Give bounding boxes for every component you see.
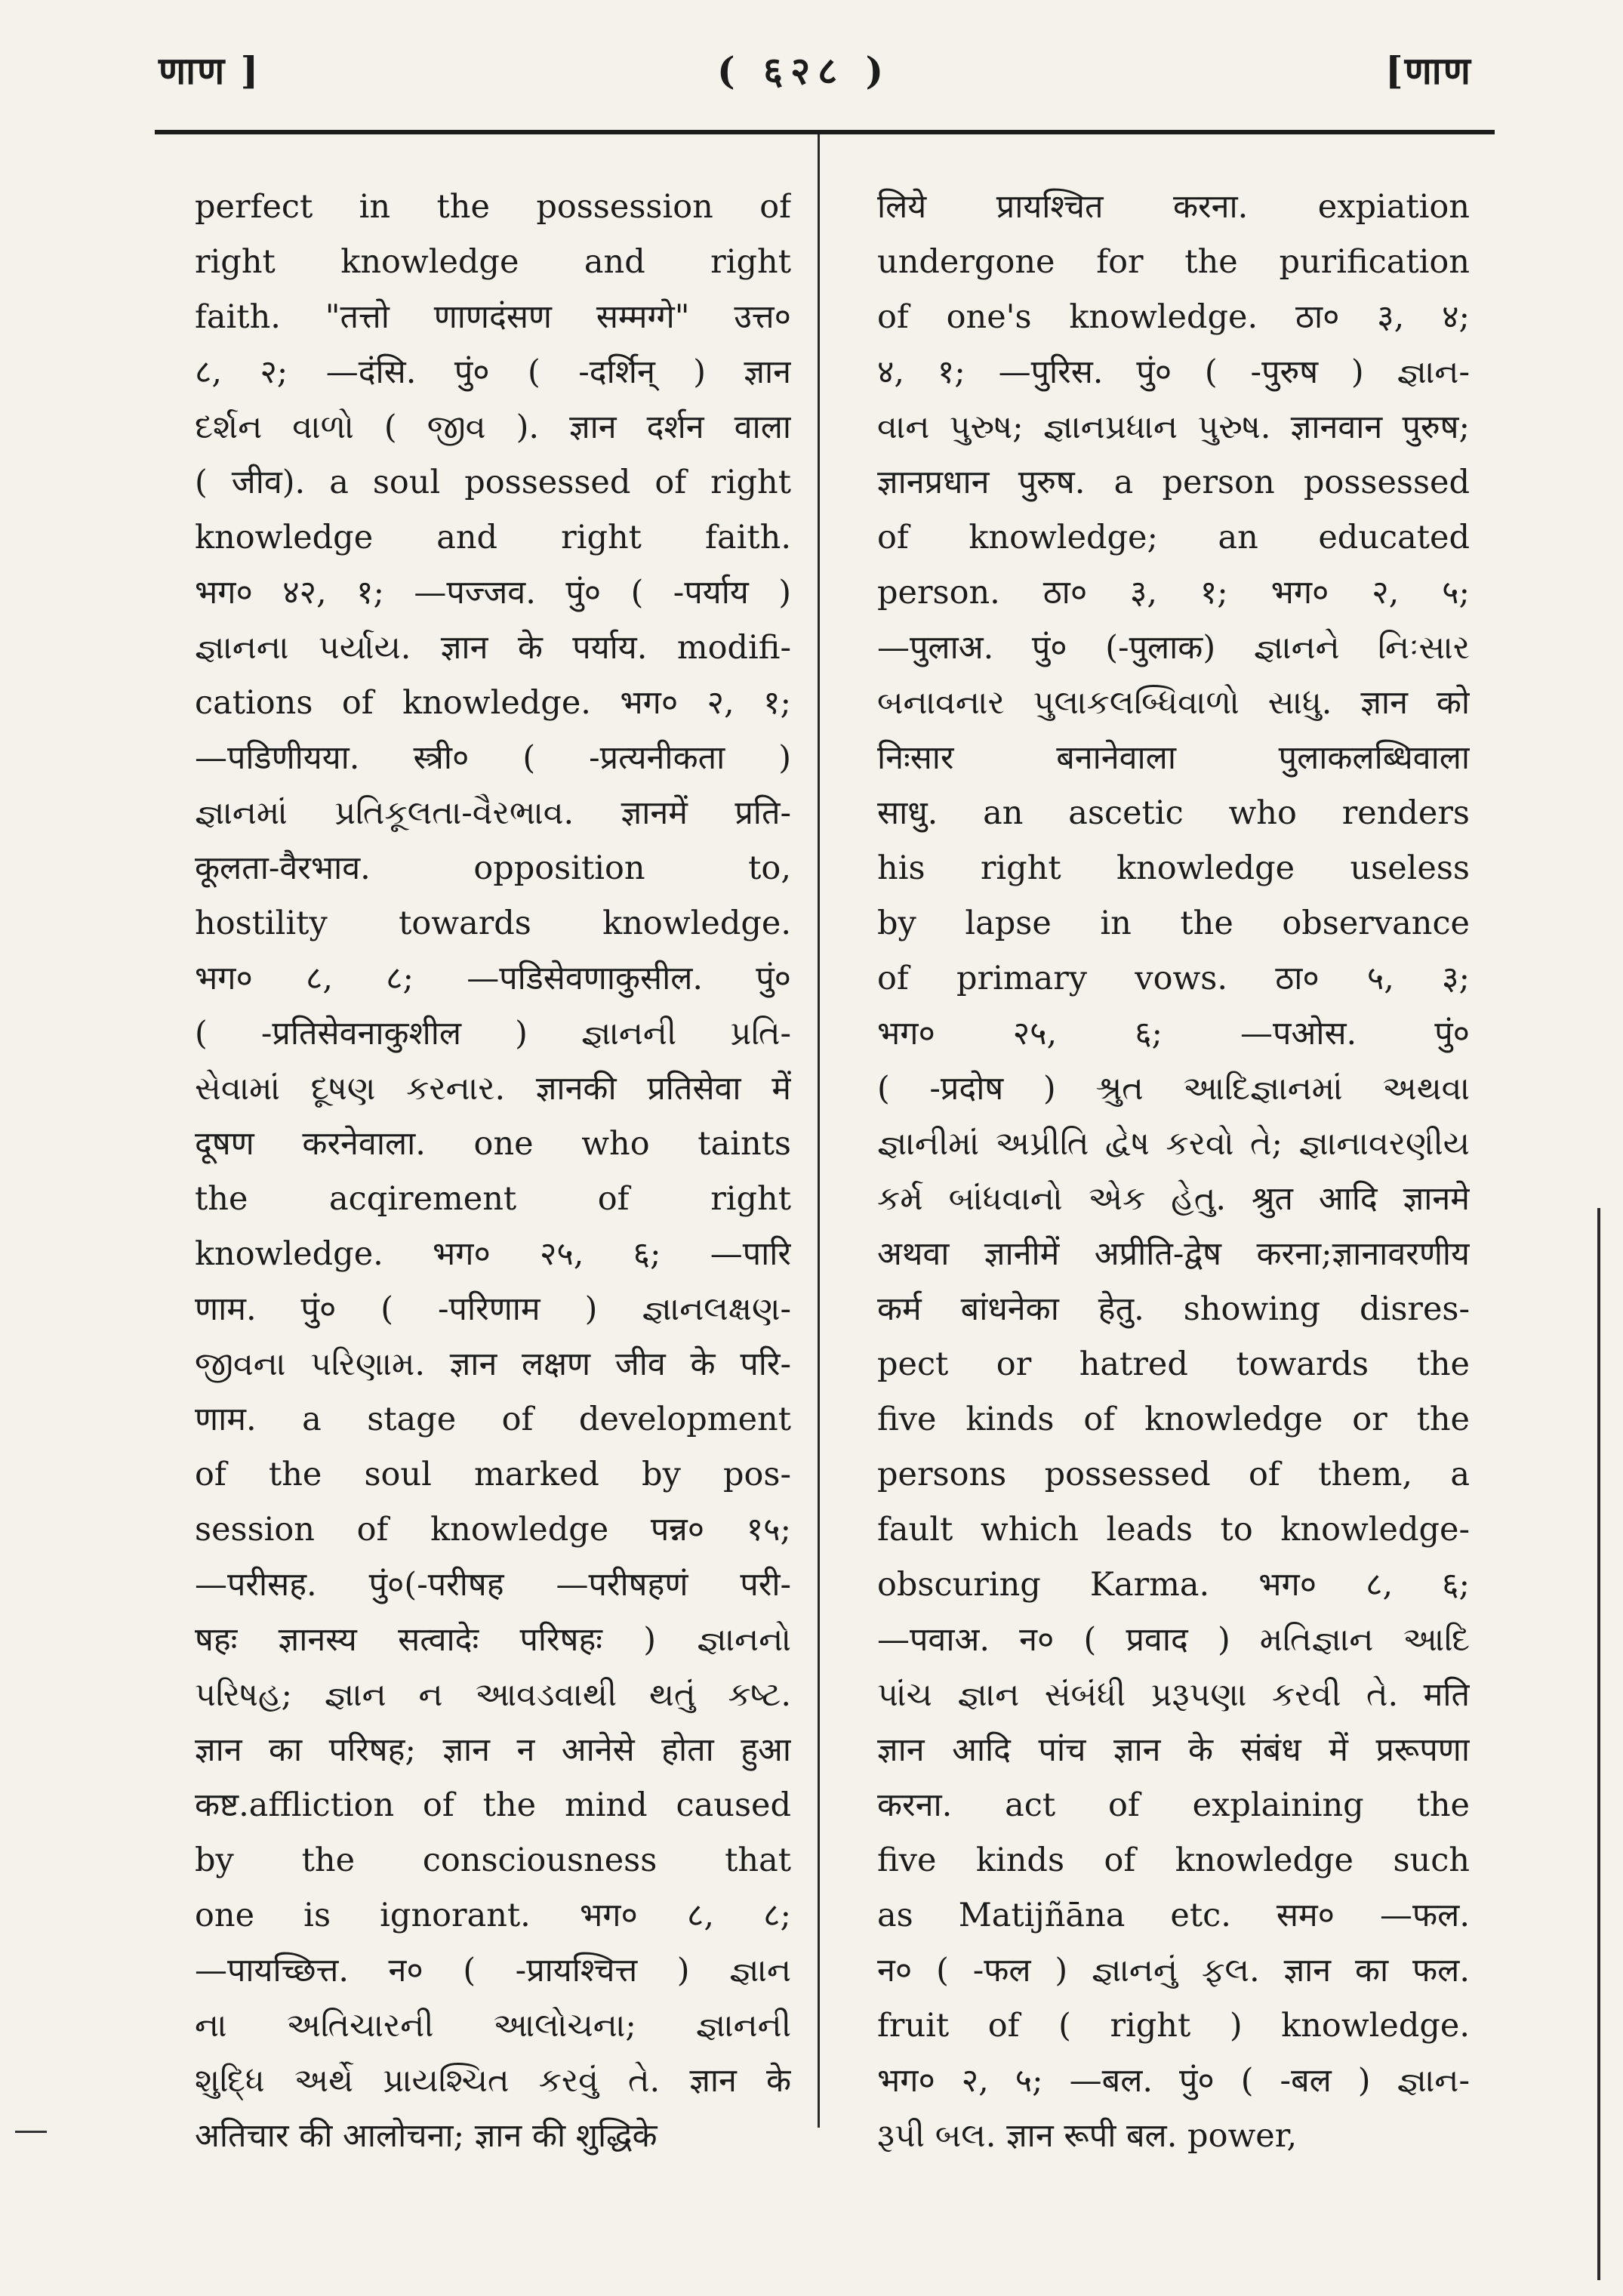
running-head-left: णाण ] [159, 48, 260, 93]
text-line: भग० ८, ८; —पडिसेवणाकुसील. पुं० [195, 960, 791, 997]
text-line: સેવામાં દૂષણ કરનાર. ज्ञानकी प्रतिसेवा में [195, 1070, 791, 1108]
left-column [195, 180, 791, 2164]
right-border-line [1597, 1208, 1600, 2280]
text-line: શુદ્ધિ અર્થે પ્રાયશ્ચિત કરવું તે. ज्ञान के [195, 2062, 791, 2100]
text-line: of the soul marked by pos- [195, 1456, 791, 1493]
text-line: faith. "तत्तो णाणदंसण सम्मग्गे" उत्त० [195, 298, 791, 336]
text-line: pect or hatred towards the [877, 1345, 1470, 1383]
text-line: ના અતિચારની આલોચના; જ્ઞાનની [195, 2007, 791, 2045]
text-line: જ્ઞાનના પર્યાય. ज्ञान के पर्याय. modifi- [195, 629, 791, 667]
text-line: ( जीव). a soul possessed of right [195, 464, 791, 501]
text-line: लिये प्रायश्चित करना. expiation [877, 188, 1470, 226]
text-line: right knowledge and right [195, 243, 791, 281]
text-line: ज्ञानप्रधान पुरुष. a person possessed [877, 464, 1470, 501]
text-line: —पायच्छित्त. न० ( -प्रायश्चित्त ) જ્ઞાન [195, 1952, 791, 1989]
text-line: the acqirement of right [195, 1180, 791, 1218]
text-line: his right knowledge useless [877, 849, 1470, 887]
text-line: भग० २५, ६; —पओस. पुं० [877, 1015, 1470, 1052]
text-line: णाम. पुं० ( -परिणाम ) જ્ઞાનલક્ષણ- [195, 1290, 791, 1328]
text-line: ४, १; —पुरिस. पुं० ( -पुरुष ) જ્ઞાન- [877, 353, 1470, 391]
text-line: कर्म बांधनेका हेतु. showing disres- [877, 1290, 1470, 1328]
text-line: five kinds of knowledge or the [877, 1401, 1470, 1438]
text-line: undergone for the purification [877, 243, 1470, 281]
text-line: of primary vows. ठा० ५, ३; [877, 960, 1470, 997]
margin-mark [15, 2131, 47, 2133]
text-line: दूषण करनेवाला. one who taints [195, 1125, 791, 1163]
text-line: cations of knowledge. भग० २, १; [195, 684, 791, 722]
text-line: session of knowledge पन्न० १५; [195, 1511, 791, 1549]
right-column [877, 180, 1470, 2164]
text-line: —पुलाअ. पुं० (-पुलाक) જ્ઞાનને નિઃસાર [877, 629, 1470, 667]
text-line: —पवाअ. न० ( प्रवाद ) મતિજ્ઞાન આદિ [877, 1621, 1470, 1659]
text-line: જ્ઞાનમાં પ્રતિકૂલતા-વૈરભાવ. ज्ञानमें प्रति- [195, 794, 791, 832]
text-line: one is ignorant. भग० ८, ८; [195, 1897, 791, 1934]
text-line: by lapse in the observance [877, 905, 1470, 942]
text-line: five kinds of knowledge such [877, 1841, 1470, 1879]
text-line: knowledge. भग० २५, ६; —पारि [195, 1235, 791, 1273]
text-line: રૂપી બલ. ज्ञान रूपी बल. power, [877, 2117, 1298, 2155]
text-line: વાન પુરુષ; જ્ઞાનપ્રધાન પુરુષ. ज्ञानवान पुरुष; [877, 408, 1470, 446]
text-line: कष्ट.affliction of the mind caused [195, 1786, 791, 1824]
text-line: કર્મ બાંધવાનો એક હેતુ. श्रुत आदि ज्ञानमे [877, 1180, 1470, 1218]
text-line: person. ठा० ३, १; भग० २, ५; [877, 574, 1470, 612]
text-line: —परीसह. पुं०(-परीषह —परीषहणं परी- [195, 1566, 791, 1604]
text-line: જ્ઞાનીમાં અપ્રીતિ દ્વેષ કરવો તે; જ્ઞાનાવરણીય [877, 1125, 1470, 1163]
text-line: अथवा ज्ञानीमें अप्रीति-द्वेष करना;ज्ञानावरणीय [877, 1235, 1470, 1273]
text-line: hostility towards knowledge. [195, 905, 791, 942]
page-number: ( ६२८ ) [717, 48, 892, 93]
text-line: perfect in the possession of [195, 188, 791, 226]
column-divider [818, 134, 820, 2128]
text-line: by the consciousness that [195, 1841, 791, 1879]
text-line: obscuring Karma. भग० ८, ६; [877, 1566, 1470, 1604]
text-line: करना. act of explaining the [877, 1786, 1470, 1824]
text-line: fault which leads to knowledge- [877, 1511, 1470, 1549]
text-line: भग० ४२, १; —पज्जव. पुं० ( -पर्याय ) [195, 574, 791, 612]
text-line: of knowledge; an educated [877, 519, 1470, 556]
header-rule [155, 130, 1495, 134]
text-line: fruit of ( right ) knowledge. [877, 2007, 1470, 2045]
running-head-right: [णाण [1385, 48, 1472, 93]
text-line: ज्ञान आदि पांच ज्ञान के संबंध में प्ररूपणा [877, 1731, 1470, 1769]
text-line: ज्ञान का परिषह; ज्ञान न आनेसे होता हुआ [195, 1731, 791, 1769]
text-line: ( -प्रतिसेवनाकुशील ) જ્ઞાનની પ્રતિ- [195, 1015, 791, 1052]
text-line: ८, २; —दंसि. पुं० ( -दर्शिन् ) ज्ञान [195, 353, 791, 391]
text-line: भग० २, ५; —बल. पुं० ( -बल ) જ્ઞાન- [877, 2062, 1470, 2100]
text-line: of one's knowledge. ठा० ३, ४; [877, 298, 1470, 336]
text-line: દર્શન વાળો ( જીવ ). ज्ञान दर्शन वाला [195, 408, 791, 446]
text-line: अतिचार की आलोचना; ज्ञान की शुद्धिके [195, 2117, 658, 2155]
text-line: પરિષહ; જ્ઞાન ન આવડવાથી થતું કષ્ટ. [195, 1676, 791, 1714]
text-line: णाम. a stage of development [195, 1401, 791, 1438]
text-line: knowledge and right faith. [195, 519, 791, 556]
text-line: —पडिणीयया. स्त्री० ( -प्रत्यनीकता ) [195, 739, 791, 777]
text-line: न० ( -फल ) જ્ઞાનનું ફલ. ज्ञान का फल. [877, 1952, 1470, 1989]
text-line: षहः ज्ञानस्य सत्वादेः परिषहः ) જ્ઞાનનો [195, 1621, 791, 1659]
text-line: જીવના પરિણામ. ज्ञान लक्षण जीव के परि- [195, 1345, 791, 1383]
text-line: બનાવનાર પુલાકલબ્ધિવાળો સાધુ. ज्ञान को [877, 684, 1470, 722]
text-line: कूलता-वैरभाव. opposition to, [195, 849, 791, 887]
text-line: પાંચ જ્ઞાન સંબંધી પ્રરૂપણા કરવી તે. मति [877, 1676, 1470, 1714]
text-line: साधु. an ascetic who renders [877, 794, 1470, 832]
text-line: ( -प्रदोष ) શ્રુત આદિજ્ઞાનમાં અથવા [877, 1070, 1470, 1108]
text-line: निःसार बनानेवाला पुलाकलब्धिवाला [877, 739, 1470, 777]
text-line: as Matijñāna etc. सम० —फल. [877, 1897, 1470, 1934]
text-line: persons possessed of them, a [877, 1456, 1470, 1493]
